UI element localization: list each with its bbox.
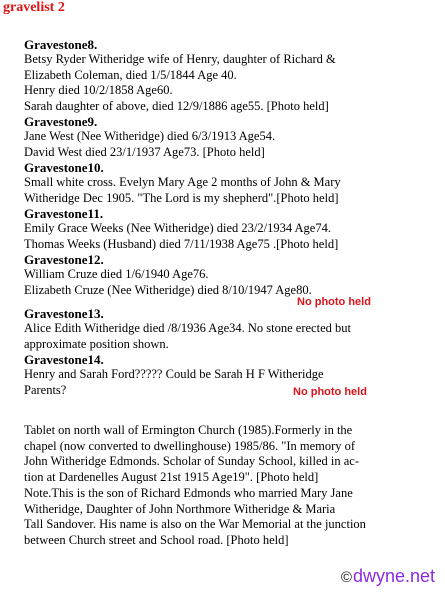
gravestone-entry-10 xyxy=(24,160,444,206)
gravestone-heading: Gravestone8. xyxy=(24,37,98,52)
entry-line: Henry and Sarah Ford????? Could be Sarah H F Witheridge xyxy=(24,367,324,381)
gravestone-entry-9 xyxy=(24,114,444,160)
page-title: gravelist 2 xyxy=(3,0,65,15)
entry-line: Elizabeth Coleman, died 1/5/1844 Age 40. xyxy=(24,67,237,82)
no-photo-note: No photo held xyxy=(297,296,371,308)
copyright-symbol: © xyxy=(340,569,352,586)
tablet-line: Witheridge, Daughter of John Northmore Witheridge & Maria xyxy=(24,501,336,516)
tablet-line: Tall Sandover. His name is also on the War Memorial at the junction xyxy=(24,517,366,532)
entry-line: Sarah daughter of above, died 12/9/1886 age55. [Photo held] xyxy=(24,98,329,113)
entry-line: Jane West (Nee Witheridge) died 6/3/1913 Age54. xyxy=(24,129,276,143)
tablet-line: Note.This is the son of Richard Edmonds who married Mary Jane xyxy=(24,485,353,500)
gravestone-entry-13 xyxy=(24,306,444,352)
tablet-line: tion at Dardenelles August 21st 1915 Age19". [Photo held] xyxy=(24,470,319,485)
gravestone-heading: Gravestone12. xyxy=(24,252,104,267)
gravestone-heading: Gravestone13. xyxy=(24,306,104,321)
entry-line: Parents? xyxy=(24,382,67,397)
gravestone-entry-12 xyxy=(24,252,444,306)
entry-line: Alice Edith Witheridge died /8/1936 Age34. No stone erected but xyxy=(24,321,351,335)
entry-line: approximate position shown. xyxy=(24,336,169,351)
gravestone-heading: Gravestone14. xyxy=(24,352,104,367)
copyright-text: dwyne.net xyxy=(352,566,435,586)
gravestone-heading: Gravestone10. xyxy=(24,160,104,175)
tablet-paragraph xyxy=(24,423,424,549)
spacer xyxy=(24,298,444,306)
tablet-line: Tablet on north wall of Ermington Church (1985).Formerly in the xyxy=(24,423,353,437)
gravestone-entry-14 xyxy=(24,352,444,398)
entry-line: Emily Grace Weeks (Nee Witheridge) died 23/2/1934 Age74. xyxy=(24,221,331,235)
gravestone-heading: Gravestone11. xyxy=(24,206,104,221)
tablet-line: chapel (now converted to dwellinghouse) 1985/86. "In memory of xyxy=(24,438,356,453)
entry-line: Elizabeth Cruze (Nee Witheridge) died 8/10/1947 Age80. xyxy=(24,282,312,297)
entry-line: Henry died 10/2/1858 Age60. xyxy=(24,83,173,97)
no-photo-note: No photo held xyxy=(293,386,367,398)
gravestone-list xyxy=(24,37,444,398)
gravestone-entry-11 xyxy=(24,206,444,252)
tablet-line: between Church street and School road. [Photo held] xyxy=(24,532,289,547)
entry-line: Witheridge Dec 1905. "The Lord is my shepherd".[Photo held] xyxy=(24,190,339,205)
entry-line: Small white cross. Evelyn Mary Age 2 months of John & Mary xyxy=(24,175,341,189)
entry-line: Betsy Ryder Witheridge wife of Henry, daughter of Richard & xyxy=(24,52,336,66)
entry-line: David West died 23/1/1937 Age73. [Photo held] xyxy=(24,144,265,159)
entry-line: Thomas Weeks (Husband) died 7/11/1938 Age75 .[Photo held] xyxy=(24,236,339,251)
entry-line: William Cruze died 1/6/1940 Age76. xyxy=(24,267,209,281)
gravestone-heading: Gravestone9. xyxy=(24,114,98,129)
copyright-watermark xyxy=(341,566,435,587)
tablet-line: John Witheridge Edmonds. Scholar of Sunday School, killed in ac- xyxy=(24,454,359,469)
gravestone-entry-8 xyxy=(24,37,444,114)
